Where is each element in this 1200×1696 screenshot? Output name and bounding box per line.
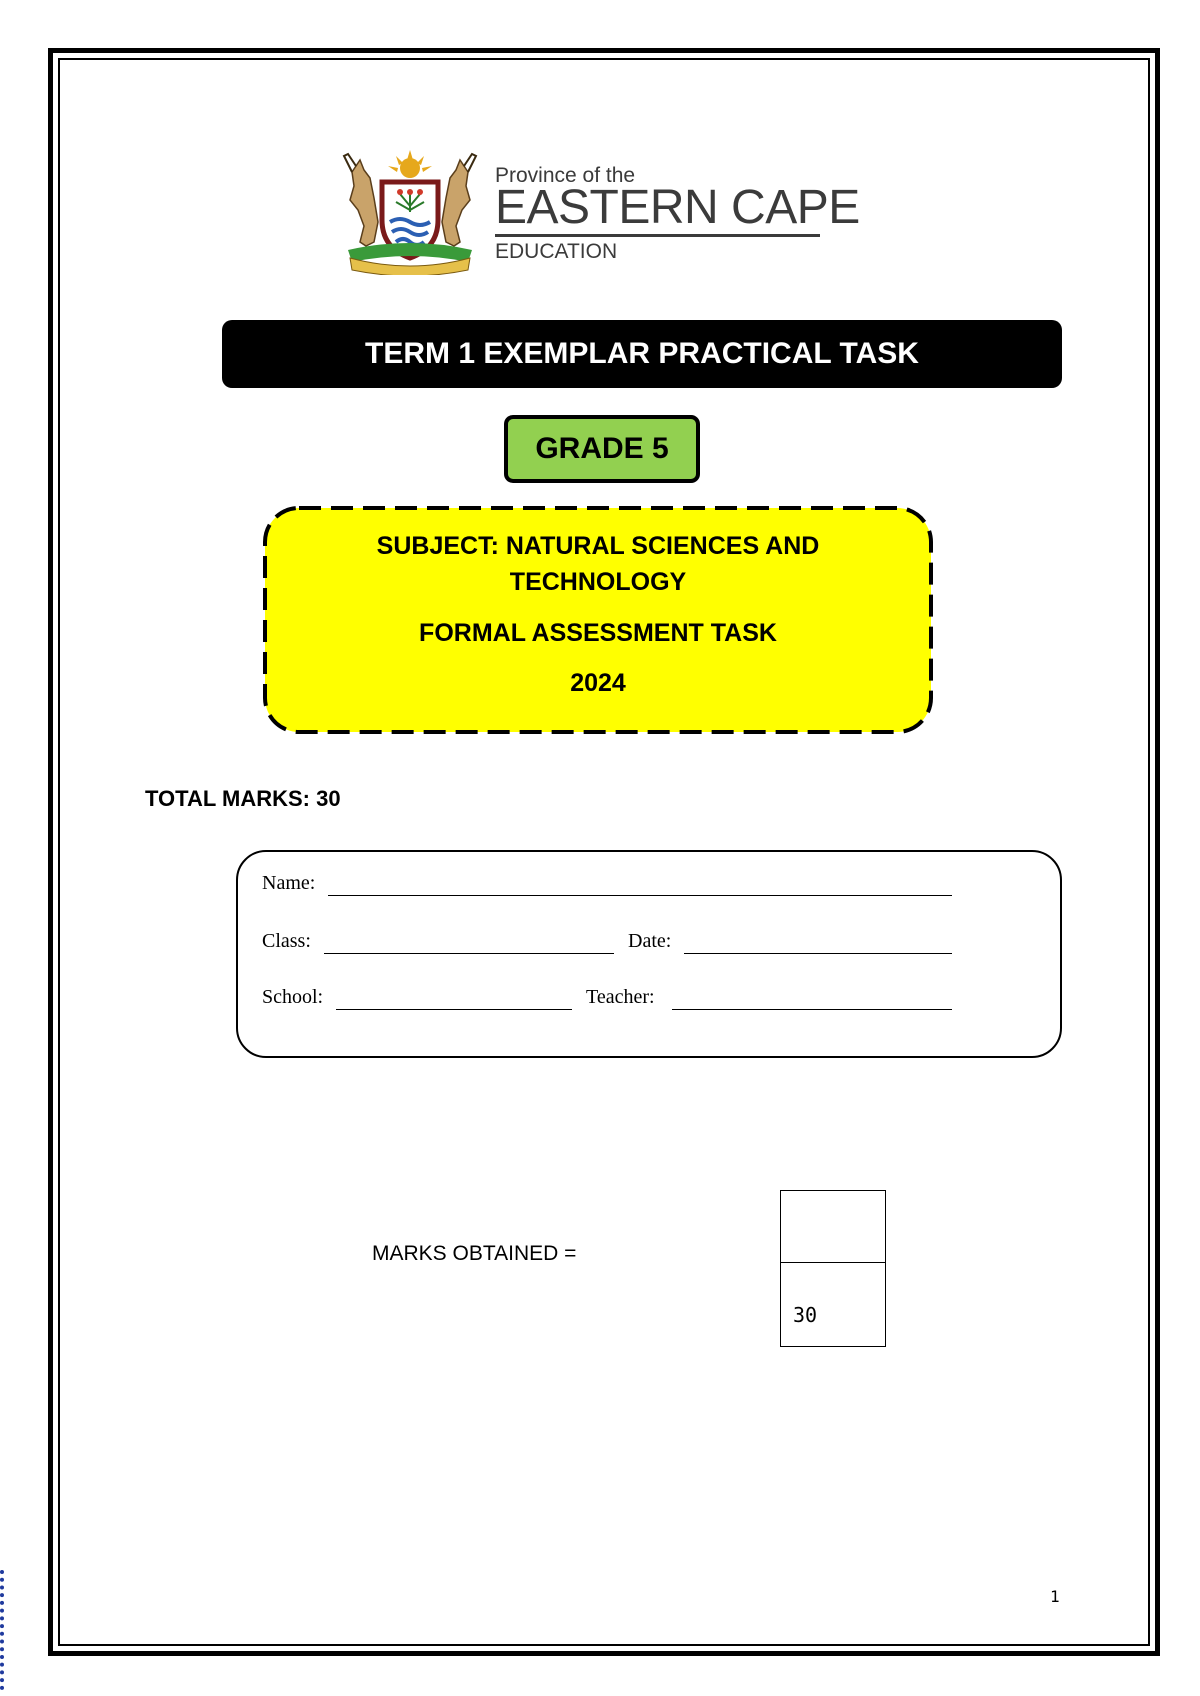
- marks-obtained-box: [780, 1190, 886, 1347]
- class-label: Class:: [262, 930, 311, 952]
- margin-dash-mark: [0, 1570, 4, 1690]
- marks-fraction-line: [781, 1262, 885, 1263]
- assessment-year: 2024: [570, 669, 626, 697]
- date-label: Date:: [628, 930, 672, 952]
- school-label: School:: [262, 986, 324, 1008]
- task-title-banner: TERM 1 EXEMPLAR PRACTICAL TASK: [222, 320, 1062, 388]
- total-marks: TOTAL MARKS: 30: [145, 786, 341, 811]
- assessment-type: FORMAL ASSESSMENT TASK: [419, 619, 777, 647]
- marks-score-field[interactable]: [781, 1191, 885, 1261]
- grade-badge: GRADE 5: [504, 415, 700, 483]
- school-field[interactable]: [336, 1009, 572, 1010]
- date-field[interactable]: [684, 953, 952, 954]
- logo-rule: [495, 234, 820, 237]
- page-number: 1: [1050, 1587, 1060, 1606]
- logo-department: EDUCATION: [495, 240, 618, 263]
- name-label: Name:: [262, 872, 316, 894]
- logo-province-name: EASTERN CAPE: [495, 181, 860, 234]
- teacher-field[interactable]: [672, 1009, 952, 1010]
- coat-of-arms-icon: [330, 150, 490, 275]
- subject-box: [262, 505, 934, 735]
- logo-province-text: Province of the: [495, 164, 636, 187]
- name-field[interactable]: [328, 895, 952, 896]
- eastern-cape-logo: [330, 150, 860, 275]
- marks-obtained-label: MARKS OBTAINED =: [372, 1242, 577, 1265]
- student-info-form: [236, 850, 1062, 1058]
- class-field[interactable]: [324, 953, 614, 954]
- subject-name: SUBJECT: NATURAL SCIENCES AND TECHNOLOGY: [376, 532, 820, 596]
- marks-total: 30: [793, 1303, 818, 1327]
- teacher-label: Teacher:: [586, 986, 655, 1008]
